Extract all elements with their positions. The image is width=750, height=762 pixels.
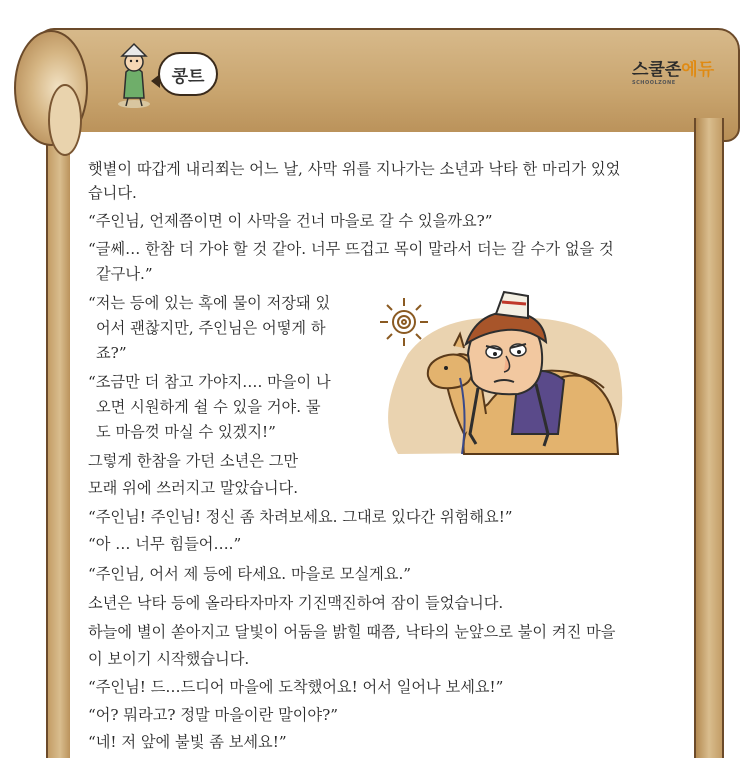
story-line: 햇볕이 따갑게 내리쬐는 어느 날, 사막 위를 지나가는 소년과 낙타 한 마리가 있었	[88, 160, 621, 178]
story-line: “주인님, 언제쯤이면 이 사막을 건너 마을로 갈 수 있을까요?”	[88, 212, 493, 230]
story-line: 그렇게 한참을 가던 소년은 그만	[88, 452, 299, 470]
brand-name-accent: 에듀	[681, 60, 715, 80]
story-line: 하늘에 별이 쏟아지고 달빛이 어둠을 밝힐 때쯤, 낙타의 눈앞으로 불이 켜진 마을	[88, 623, 616, 641]
boy-and-camel-illustration	[368, 284, 630, 466]
scroll-right-edge	[694, 118, 724, 758]
scroll-curl	[14, 30, 88, 146]
story-line: 모래 위에 쓰러지고 말았습니다.	[88, 479, 299, 497]
story-line: “어? 뭐라고? 정말 마을이란 말이야?”	[88, 706, 338, 724]
story-line: “네! 저 앞에 불빛 좀 보세요!”	[88, 733, 287, 751]
brand-name: 스쿨존	[632, 60, 682, 80]
story-line: 소년은 낙타 등에 올라타자마자 기진맥진하여 잠이 들었습니다.	[88, 594, 504, 612]
brand-subtitle: SCHOOLZONE	[632, 80, 676, 86]
genre-badge	[158, 52, 218, 96]
brand-logo	[632, 62, 714, 94]
genre-badge-label: 콩트	[171, 66, 205, 87]
story-line: “글쎄… 한참 더 가야 할 것 같아. 너무 뜨겁고 목이 말라서 더는 갈 수가 없을 것	[88, 240, 614, 258]
story-line: 오면 시원하게 쉴 수 있을 거야. 물	[96, 398, 321, 416]
story-line: “아 … 너무 힘들어….”	[88, 535, 242, 553]
story-line: “주인님! 주인님! 정신 좀 차려보세요. 그대로 있다간 위험해요!”	[88, 508, 513, 526]
story-line: 이 보이기 시작했습니다.	[88, 650, 250, 668]
story-line: 습니다.	[88, 184, 137, 202]
mascot-icon	[112, 42, 156, 110]
story-line: 어서 괜찮지만, 주인님은 어떻게 하	[96, 319, 326, 337]
story-line: “주인님, 어서 제 등에 타세요. 마을로 모실게요.”	[88, 565, 412, 583]
story-line: 같구나.”	[96, 265, 153, 283]
story-line: “주인님! 드…드디어 마을에 도착했어요! 어서 일어나 보세요!”	[88, 678, 504, 696]
scroll-curl-inner	[48, 84, 82, 156]
story-line: 도 마음껏 마실 수 있겠지!”	[96, 423, 276, 441]
story-line: 죠?”	[96, 344, 127, 362]
story-line: “저는 등에 있는 혹에 물이 저장돼 있	[88, 294, 331, 312]
story-line: “조금만 더 참고 가야지…. 마을이 나	[88, 373, 331, 391]
